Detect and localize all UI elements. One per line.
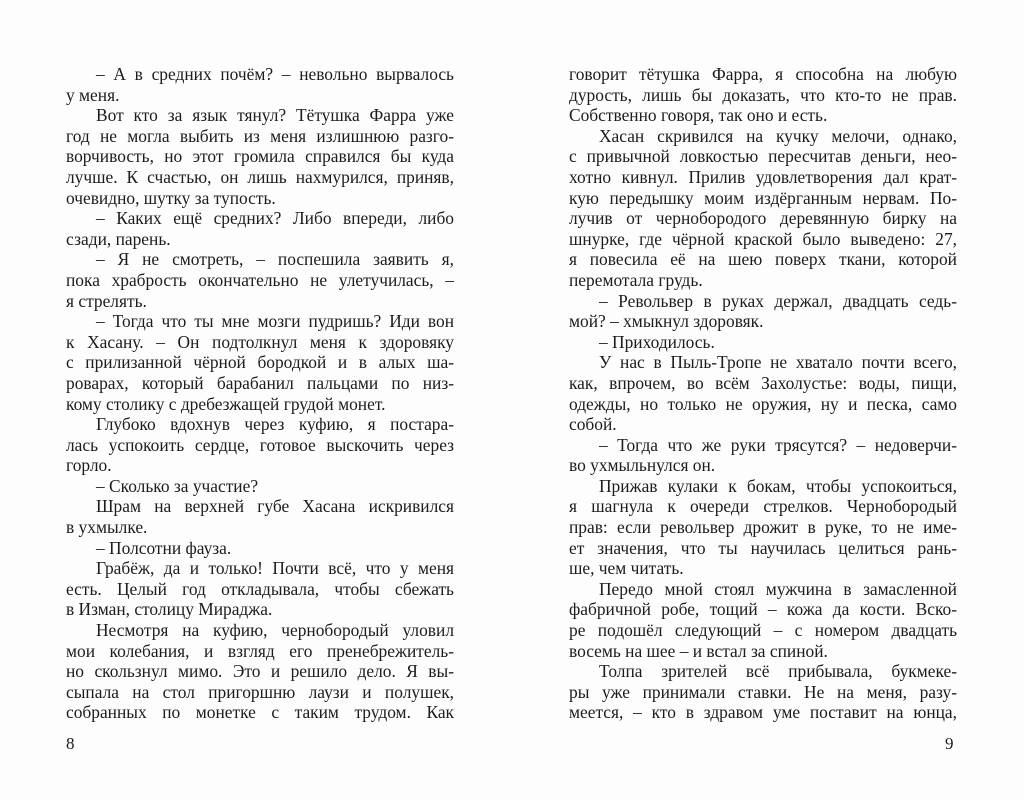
right-page-text [569, 64, 957, 723]
page-number-right: 9 [945, 734, 954, 753]
text-line: Хасан скривился на кучку мелочи, однако, [599, 125, 957, 146]
paragraph [569, 352, 957, 434]
text-line: Несмотря на куфию, чернобородый уловил [96, 620, 454, 641]
text-line: Передо мной стоял мужчина в замасленной [599, 578, 957, 599]
text-line: в Изман, столицу Мираджа. [66, 599, 273, 620]
text-line: – Тогда что же руки трясутся? – недоверчи- [599, 434, 957, 455]
text-line: год не могла выбить из меня излишнюю разго- [66, 125, 454, 146]
text-line: восемь на шее – и встал за спиной. [569, 640, 828, 661]
text-line: мои колебания, и взгляд его пренебрежитель- [66, 640, 454, 661]
text-line: кую передышку моим издёрганным нервам. По- [569, 187, 957, 208]
text-line: хотно кивнул. Прилив удовлетворения дал крат- [569, 166, 957, 187]
text-line: у меня. [66, 84, 120, 105]
text-line: Глубоко вдохнув через куфию, я постара- [96, 414, 454, 435]
text-line: но скользнул мимо. Это и решило дело. Я вы- [66, 661, 454, 682]
text-line: – Я не смотреть, – поспешила заявить я, [96, 249, 454, 270]
text-line: перемотала грудь. [569, 269, 703, 290]
text-line: очевидно, шутку за тупость. [66, 187, 276, 208]
paragraph [569, 291, 957, 332]
text-line: сыпала на стол пригоршню лаузи и полушек, [66, 681, 454, 702]
paragraph [66, 538, 454, 559]
text-line: во ухмыльнулся он. [569, 455, 716, 476]
text-line: Вот кто за язык тянул? Тётушка Фарра уже [96, 105, 454, 126]
text-line: прав: если револьвер дрожит в руке, то не име- [569, 517, 957, 538]
text-line: сзади, парень. [66, 228, 171, 249]
text-line: – Револьвер в руках держал, двадцать седь- [599, 290, 957, 311]
paragraph [569, 435, 957, 476]
paragraph [66, 311, 454, 414]
text-line: Шрам на верхней губе Хасана искривился [96, 496, 454, 517]
text-line: ре подошёл следующий – с номером двадцать [569, 620, 957, 641]
left-page-text [66, 64, 454, 723]
text-line: ше, чем читать. [569, 558, 684, 579]
text-line: с привычной ловкостью пересчитав деньги, нео- [569, 146, 957, 167]
text-line: лучше. К счастью, он лишь нахмурился, приняв, [66, 166, 454, 187]
text-line: шнурке, где чёрной краской было выведено: 27, [569, 228, 957, 249]
text-line: ет значения, что ты научилась целиться рань- [569, 537, 957, 558]
text-line: в ухмылке. [66, 517, 148, 538]
text-line: к Хасану. – Он подтолкнул меня к здоровяку [66, 331, 454, 352]
paragraph [569, 64, 957, 126]
paragraph [569, 661, 957, 723]
text-line: есть. Целый год откладывала, чтобы сбежать [66, 578, 454, 599]
text-line: кому столику с дребезжащей грудой монет. [66, 393, 386, 414]
text-line: я повесила её на шею поверх ткани, которой [569, 249, 957, 270]
text-line: собранных по монетке с таким трудом. Как [66, 702, 454, 723]
text-line: одежды, но только не оружия, ну и песка, само [569, 393, 957, 414]
paragraph [569, 126, 957, 291]
text-line: Грабёж, да и только! Почти всё, что у меня [96, 558, 454, 579]
text-line: с прилизанной чёрной бородкой и в алых ша- [66, 352, 454, 373]
text-line: роварах, который барабанил пальцами по низ- [66, 372, 454, 393]
text-line: мой? – хмыкнул здоровяк. [569, 311, 764, 332]
text-line: говорит тётушка Фарра, я способна на любую [569, 64, 957, 84]
text-line: – Тогда что ты мне мозги пудришь? Иди вон [96, 311, 454, 332]
paragraph [66, 558, 454, 620]
text-line: ворчивость, но этот громила справился бы куда [66, 146, 454, 167]
paragraph [569, 476, 957, 579]
text-line: фабричной робе, тощий – кожа да кости. Вско- [569, 599, 957, 620]
paragraph [66, 105, 454, 208]
text-line: – Приходилось. [599, 331, 715, 352]
text-line: – А в средних почём? – невольно вырвалось [96, 64, 454, 84]
text-line: Толпа зрителей всё прибывала, букмеке- [599, 661, 957, 682]
text-line: Прижав кулаки к бокам, чтобы успокоиться, [599, 475, 957, 496]
text-line: Собственно говоря, так оно и есть. [569, 105, 828, 126]
text-line: лучив от чернобородого деревянную бирку на [569, 208, 957, 229]
paragraph [66, 476, 454, 497]
text-line: – Сколько за участие? [96, 475, 259, 496]
paragraph [569, 332, 957, 353]
text-line: я стрелять. [66, 290, 147, 311]
text-line: дурость, лишь бы доказать, что кто-то не прав. [569, 84, 957, 105]
text-line: – Полсотни фауза. [96, 537, 232, 558]
text-line: лась успокоить сердце, готовое выскочить через [66, 434, 454, 455]
paragraph [66, 620, 454, 723]
paragraph [66, 64, 454, 105]
paragraph [66, 249, 454, 311]
text-line: я шагнула к очереди стрелков. Чернобородый [569, 496, 957, 517]
text-line: меется, – кто в здравом уме поставит на юнца, [569, 702, 957, 723]
text-line: У нас в Пыль-Тропе не хватало почти всего, [599, 352, 957, 373]
paragraph [569, 579, 957, 661]
paragraph [66, 496, 454, 537]
text-line: горло. [66, 455, 112, 476]
paragraph [66, 414, 454, 476]
text-line: – Каких ещё средних? Либо впереди, либо [96, 208, 454, 229]
text-line: ры уже принимали ставки. Не на меня, разу- [569, 681, 957, 702]
page-number-left: 8 [66, 734, 75, 753]
paragraph [66, 208, 454, 249]
text-line: пока храбрость окончательно не улетучилась, – [66, 269, 454, 290]
text-line: собой. [569, 414, 617, 435]
text-line: как, впрочем, во всём Захолустье: воды, пищи, [569, 372, 957, 393]
